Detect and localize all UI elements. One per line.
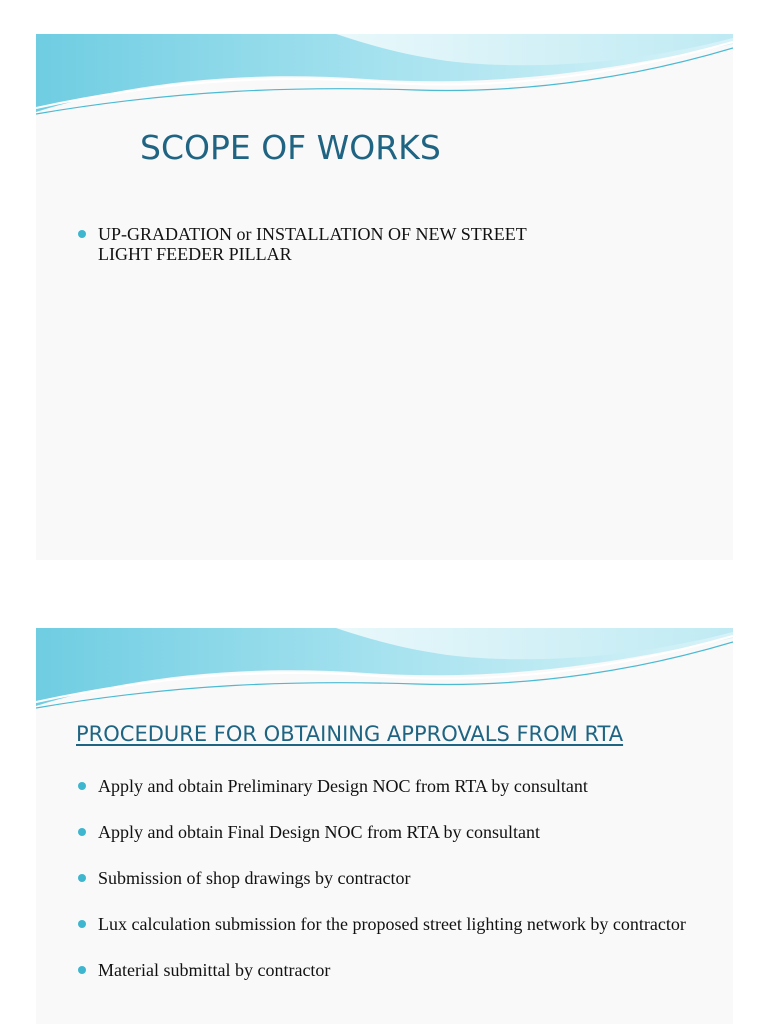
bullet-icon [78, 828, 86, 836]
bullet-icon [78, 874, 86, 882]
bullet-text: Submission of shop drawings by contractor [98, 868, 411, 888]
list-item [76, 960, 706, 980]
bullet-text: Lux calculation submission for the proposed street lighting network by contractor [98, 914, 686, 934]
list-item [76, 224, 576, 264]
bullet-list [76, 224, 576, 264]
wave-header-decoration [36, 34, 733, 124]
list-item [76, 822, 706, 842]
slide-title: PROCEDURE FOR OBTAINING APPROVALS FROM RTA [76, 722, 624, 746]
list-item [76, 914, 706, 934]
bullet-icon [78, 966, 86, 974]
bullet-text: Apply and obtain Final Design NOC from RTA by consultant [98, 822, 540, 842]
slide-scope-of-works [36, 34, 733, 560]
bullet-text: Material submittal by contractor [98, 960, 331, 980]
bullet-text: Apply and obtain Preliminary Design NOC from RTA by consultant [98, 776, 588, 796]
slide-title: SCOPE OF WORKS [140, 128, 441, 167]
list-item [76, 868, 706, 888]
slide-procedure-approvals [36, 628, 733, 1024]
wave-header-decoration [36, 628, 733, 718]
bullet-list [76, 776, 706, 1006]
bullet-icon [78, 230, 86, 238]
bullet-icon [78, 920, 86, 928]
list-item [76, 776, 706, 796]
bullet-icon [78, 782, 86, 790]
bullet-text: UP-GRADATION or INSTALLATION OF NEW STREET LIGHT FEEDER PILLAR [98, 224, 527, 264]
